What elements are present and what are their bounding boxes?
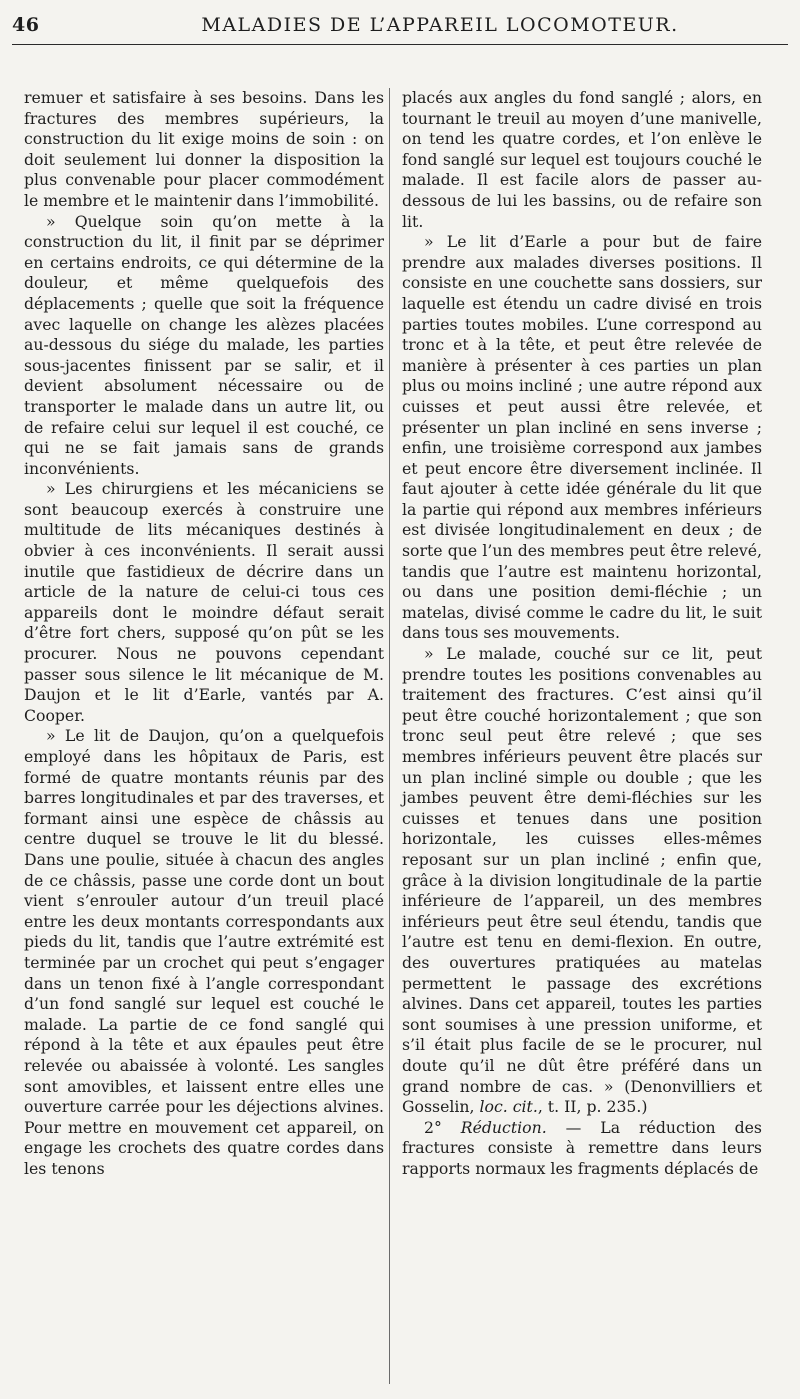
left-column [24, 88, 384, 1179]
section-title: Réduction. [460, 1117, 547, 1137]
page-header [0, 6, 800, 40]
column-divider [389, 88, 390, 1384]
running-title: MALADIES DE L’APPAREIL LOCOMOTEUR. [201, 14, 679, 36]
header-rule [12, 44, 788, 45]
paragraph: » Les chirurgiens et les mécaniciens se sont beaucoup exercés à construire une multitude de lits mécaniques destinés à obvier à ces inconvénients. Il serait aussi inutile que fastidieux de décrire dans un article de la nature de celui-ci tous ces appareils dont le moindre défaut serait d’être fort chers, supposé qu’on pût se les procurer. Nous ne pouvons cependant passer sous silence le lit mécanique de M. Daujon et le lit d’Earle, vantés par A. Cooper. [24, 479, 384, 725]
text-columns [24, 88, 784, 1388]
paragraph-text: — La réduction des fractures consiste à remettre dans leurs rapports normaux les fragments déplacés de [402, 1117, 762, 1178]
paragraph: » Le lit d’Earle a pour but de faire prendre aux malades diverses positions. Il consiste en une couchette sans dossiers, sur laquelle est étendu un cadre divisé en trois parties toutes mobiles. L’une correspond au tronc et à la tête, et peut être relevée de manière à présenter à ces parties un plan plus ou moins incliné ; une autre répond aux cuisses et peut aussi être relevée, et présenter un plan incliné en sens inverse ; enfin, une troisième correspond aux jambes et peut encore être diversement inclinée. Il faut ajouter à cette idée générale du lit que la partie qui répond aux membres inférieurs est divisée longitudinalement en deux ; de sorte que l’un des membres peut être relevé, tandis que l’autre est maintenu horizontal, ou dans une position demi-fléchie ; un matelas, divisé comme le cadre du lit, le suit dans tous ses mouvements. [402, 232, 762, 643]
paragraph: placés aux angles du fond sanglé ; alors, en tournant le treuil au moyen d’une manivelle, on tend les quatre cordes, et l’on enlève le fond sanglé sur lequel est toujours couché le malade. Il est facile alors de passer au-dessous de lui les bassins, ou de refaire son lit. [402, 88, 762, 231]
paragraph [402, 644, 762, 1118]
citation-ref: , t. II, p. 235.) [537, 1097, 648, 1117]
paragraph: » Le lit de Daujon, qu’on a quelquefois employé dans les hôpitaux de Paris, est formé de quatre montants réunis par des barres longitudinales et par des traverses, et formant ainsi une espèce de châssis au centre duquel se trouve le lit du blessé. Dans une poulie, située à chacun des angles de ce châssis, passe une corde dont un bout vient s’enrouler autour d’un treuil placé entre les deux montants correspondants aux pieds du lit, tandis que l’autre extrémité est terminée par un crochet qui peut s’engager dans un tenon fixé à l’angle correspondant d’un fond sanglé sur lequel est couché le malade. La partie de ce fond sanglé qui répond à la tête et aux épaules peut être relevée ou abaissée à volonté. Les sangles sont amovibles, et laissent entre elles une ouverture carrée pour les déjections alvines. Pour mettre en mouvement cet appareil, on engage les crochets des quatre cordes dans les tenons [24, 726, 384, 1178]
citation: loc. cit. [479, 1097, 538, 1117]
paragraph-text: » Le malade, couché sur ce lit, peut prendre toutes les positions convenables au traitement des fractures. C’est ainsi qu’il peut être couché horizontalement ; que son tronc seul peut être relevé ; que ses membres inférieurs peuvent être placés sur un plan incliné simple ou double ; que les jambes peuvent être demi-fléchies sur les cuisses et tenues dans une position horizontale, les cuisses elles-mêmes reposant sur un plan incliné ; enfin que, grâce à la division longitudinale de la partie inférieure de l’appareil, un des membres inférieurs peut être seul étendu, tandis que l’autre est tenu en demi-flexion. En outre, des ouvertures pratiquées au matelas permettent le passage des excrétions alvines. Dans cet appareil, toutes les parties sont soumises à une pression uniforme, et s’il était plus facile de se le procurer, nul doute qu’il ne dût être préféré dans un grand nombre de cas. » (Denonvilliers et Gosselin, [402, 644, 762, 1117]
paragraph: » Quelque soin qu’on mette à la construction du lit, il finit par se déprimer en certains endroits, ce qui détermine de la douleur, et même quelquefois des déplacements ; quelle que soit la fréquence avec laquelle on change les alèzes placées au-dessous du siége du malade, les parties sous-jacentes finissent par se salir, et il devient absolument nécessaire ou de transporter le malade dans un autre lit, ou de refaire celui sur lequel il est couché, ce qui ne se fait jamais sans de grands inconvénients. [24, 211, 384, 478]
section-paragraph [402, 1118, 762, 1180]
section-number: 2° [424, 1117, 442, 1137]
paragraph: remuer et satisfaire à ses besoins. Dans les fractures des membres supérieurs, la construction du lit exige moins de soin : on doit seulement lui donner la disposition la plus convenable pour placer commodément le membre et le maintenir dans l’immobilité. [24, 88, 384, 210]
right-column [402, 88, 762, 1179]
page-number: 46 [12, 14, 40, 36]
